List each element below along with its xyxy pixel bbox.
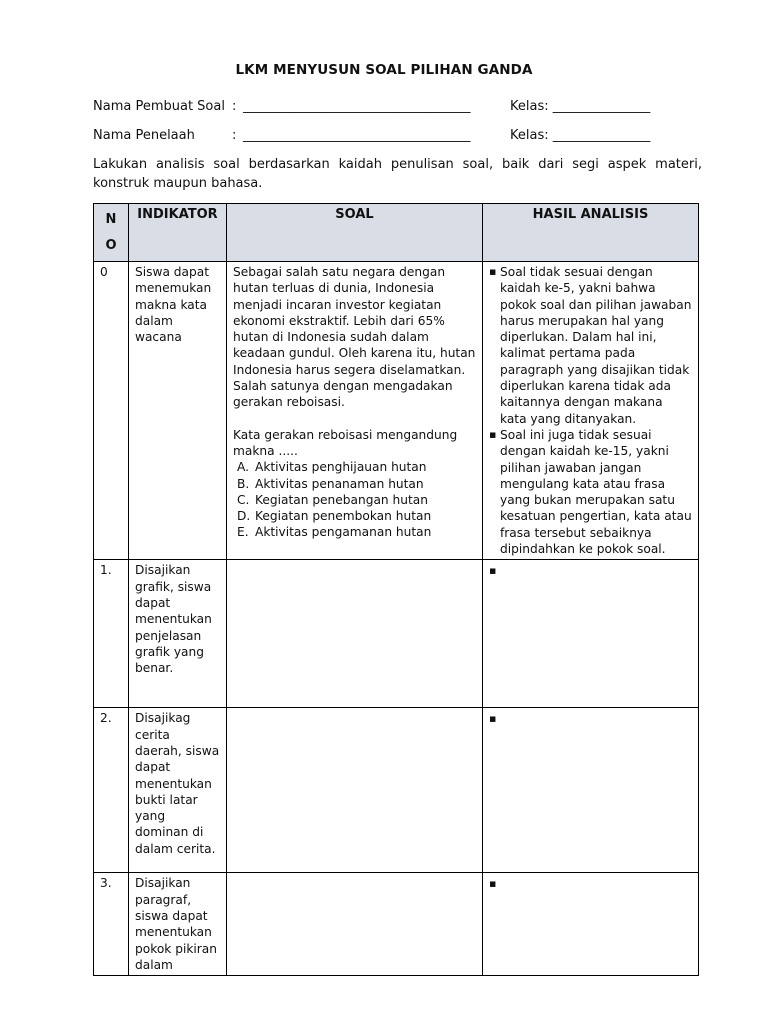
option-d: D. Kegiatan penembokan hutan: [237, 509, 432, 524]
indikator-cell: Disajikag cerita daerah, siswa dapat menentukan bukti latar yang dominan di dalam cerita.: [129, 708, 227, 873]
analysis-table: [93, 203, 699, 976]
field-nama-penelaah: [93, 128, 713, 146]
hasil-analisis-cell: [483, 873, 699, 976]
soal-cell: [227, 262, 483, 560]
table-row: [94, 873, 699, 976]
kelas-field: Kelas: _______________: [510, 128, 651, 143]
bullet-icon: ▪: [489, 877, 497, 891]
fill-in-line: ___________________________________: [243, 99, 471, 114]
indikator-cell: Disajikan paragraf, siswa dapat menentukan pokok pikiran dalam: [129, 873, 227, 976]
indikator-cell: Siswa dapat menemukan makna kata dalam wacana: [129, 262, 227, 560]
table-row: [94, 560, 699, 708]
header-soal: SOAL: [227, 204, 483, 262]
hasil-analisis-cell: [483, 708, 699, 873]
header-indikator: INDIKATOR: [129, 204, 227, 262]
option-e: E. Aktivitas pengamanan hutan: [237, 525, 432, 540]
field-colon: :: [232, 128, 237, 143]
document-title: LKM MENYUSUN SOAL PILIHAN GANDA: [235, 62, 533, 78]
analysis-item: ▪ Soal tidak sesuai dengan kaidah ke-5, yakni bahwa pokok soal dan pilihan jawaban harus merupakan hal yang diperlukan. Dalam hal ini, kalimat pertama pada paragraph yang disajikan tidak diperlukan karena tidak ada kaitannya dengan makana kata yang ditanyakan.: [489, 264, 692, 427]
hasil-analisis-cell: [483, 262, 699, 560]
row-number: 1.: [94, 560, 129, 708]
soal-cell: [227, 873, 483, 976]
soal-cell: [227, 708, 483, 873]
option-c: C. Kegiatan penebangan hutan: [237, 492, 428, 507]
kelas-field: Kelas: _______________: [510, 99, 651, 114]
header-no: N O: [94, 204, 129, 262]
bullet-icon: ▪: [489, 564, 497, 578]
field-nama-pembuat-soal: [93, 99, 713, 117]
soal-cell: [227, 560, 483, 708]
field-colon: :: [232, 99, 237, 114]
option-a: A. Aktivitas penghijauan hutan: [237, 460, 427, 475]
indikator-cell: Disajikan grafik, siswa dapat menentukan penjelasan grafik yang benar.: [129, 560, 227, 708]
soal-question: Kata gerakan reboisasi mengandung makna .....: [233, 427, 458, 458]
row-number: 2.: [94, 708, 129, 873]
option-b: B. Aktivitas penanaman hutan: [237, 476, 424, 491]
hasil-analisis-cell: [483, 560, 699, 708]
header-hasil-analisis: HASIL ANALISIS: [483, 204, 699, 262]
bullet-icon: ▪: [489, 712, 497, 726]
analysis-item: ▪ Soal ini juga tidak sesuai dengan kaidah ke-15, yakni pilihan jawaban jangan mengulang kata atau frasa yang bukan merupakan satu kesatuan pengertian, kata atau frasa tersebut sebaiknya dipindahkan ke pokok soal.: [489, 427, 692, 557]
table-row: [94, 708, 699, 873]
analysis-list: [489, 264, 692, 557]
row-number: 3.: [94, 873, 129, 976]
answer-options: [233, 459, 476, 540]
field-label: Nama Pembuat Soal: [93, 99, 225, 114]
field-label: Nama Penelaah: [93, 128, 195, 143]
fill-in-line: ___________________________________: [243, 128, 471, 143]
row-number: 0: [94, 262, 129, 560]
instruction-paragraph: Lakukan analisis soal berdasarkan kaidah penulisan soal, baik dari segi aspek materi, konstruk maupun bahasa.: [93, 157, 702, 191]
soal-stimulus: Sebagai salah satu negara dengan hutan terluas di dunia, Indonesia menjadi incaran investor kegiatan ekonomi ekstraktif. Lebih dari 65% hutan di Indonesia sudah dalam keadaan gundul. Oleh karena itu, hutan Indonesia harus segera diselamatkan. Salah satunya dengan mengadakan gerakan reboisasi.: [233, 265, 476, 410]
table-row: [94, 262, 699, 560]
